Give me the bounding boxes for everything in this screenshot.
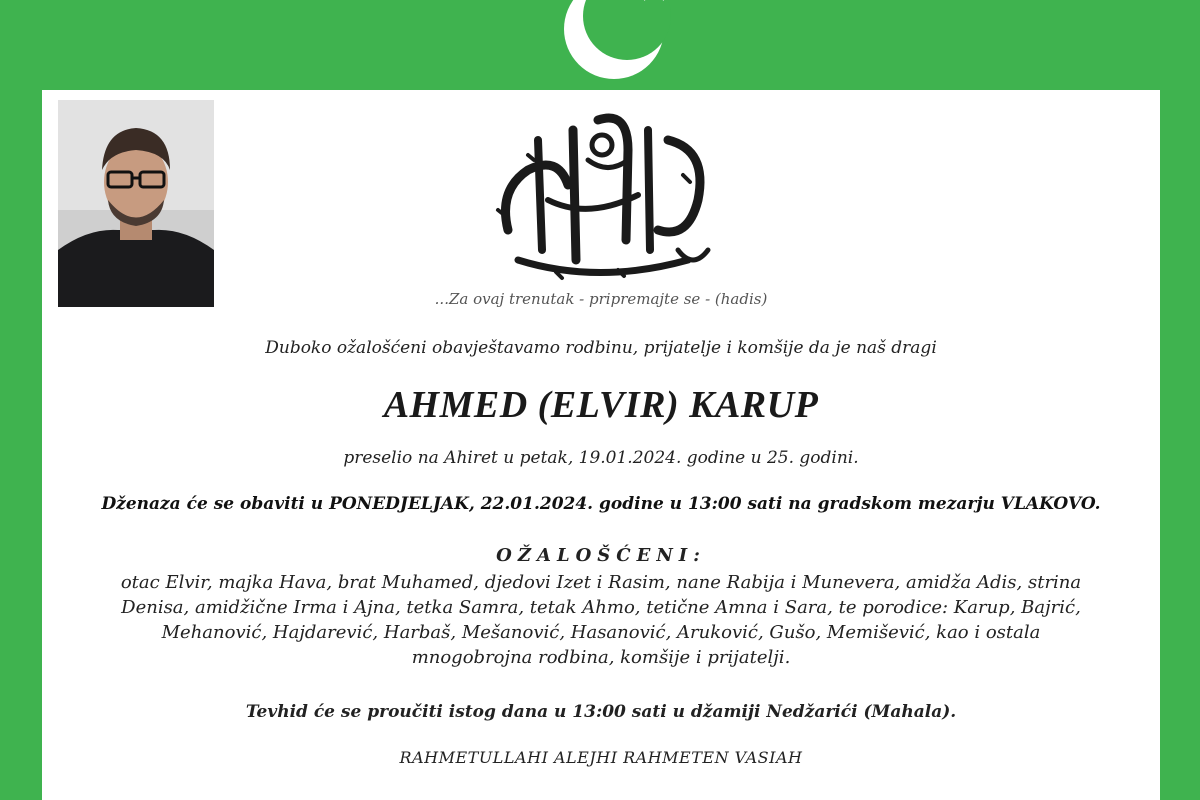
deceased-photo <box>58 100 214 307</box>
closing-prayer: RAHMETULLAHI ALEJHI RAHMETEN VASIAH <box>399 748 803 767</box>
mourners-list: otac Elvir, majka Hava, brat Muhamed, djedovi Izet i Rasim, nane Rabija i Munevera, amidža Adis, strina Denisa, amidžične Irma i Ajna, tetka Samra, tetak Ahmo, tetične Amna i Sara, te porodice: Karup, Bajrić, Mehanović, Hajdarević, Harbaš, Mešanović, Hasanović, Aruković, Gušo, Memišević, kao i ostala mnogobrojna rodbina, komšije i prijatelji. <box>120 572 1082 668</box>
tevhid-details: Tevhid će se proučiti istog dana u 13:00 sati u džamiji Nedžarići (Mahala). <box>245 702 957 722</box>
death-date-text: preselio na Ahiret u petak, 19.01.2024. godine u 25. godini. <box>343 448 859 468</box>
intro-text: Duboko ožalošćeni obavještavamo rodbinu, prijatelje i komšije da je naš dragi <box>265 338 937 358</box>
deceased-name: AHMED (ELVIR) KARUP <box>383 384 819 426</box>
crescent-star-icon <box>555 0 673 88</box>
hadis-quote: ...Za ovaj trenutak - pripremajte se - (hadis) <box>434 290 768 308</box>
arabic-calligraphy <box>478 100 726 290</box>
mourners-heading: OŽALOŠĆENI: <box>496 545 706 566</box>
funeral-details: Dženaza će se obaviti u PONEDJELJAK, 22.01.2024. godine u 13:00 sati na gradskom mezarju VLAKOVO. <box>101 494 1101 514</box>
